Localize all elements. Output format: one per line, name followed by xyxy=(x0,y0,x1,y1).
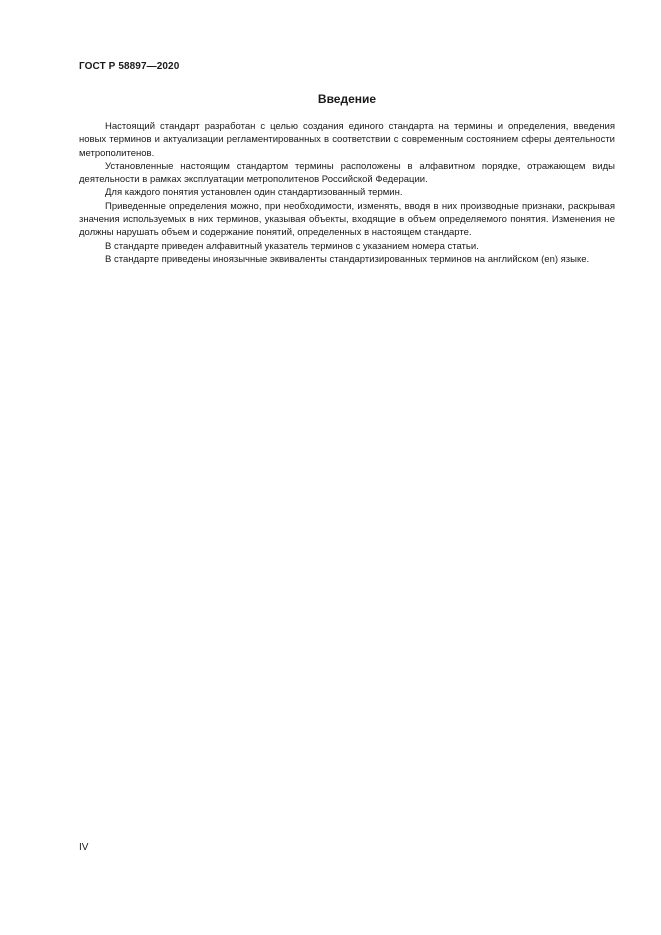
paragraph: Установленные настоящим стандартом термины расположены в алфавитном порядке, отражающем виды деятельности в рамках эксплуатации метрополитенов Российской Федерации. xyxy=(79,160,615,186)
page-number: IV xyxy=(79,842,89,853)
paragraph: В стандарте приведены иноязычные эквиваленты стандартизированных терминов на английском (en) языке. xyxy=(105,253,590,265)
section-title: Введение xyxy=(317,92,377,106)
paragraph: Приведенные определения можно, при необходимости, изменять, вводя в них производные признаки, раскрывая значения используемых в них терминов, указывая объекты, входящие в объем определяемого понятия. Изменения не должны нарушать объем и содержание понятий, определенных в настоящем стандарте. xyxy=(79,200,615,239)
section-body xyxy=(79,120,615,266)
paragraph: В стандарте приведен алфавитный указатель терминов с указанием номера статьи. xyxy=(105,240,479,252)
document-code: ГОСТ Р 58897—2020 xyxy=(79,61,180,72)
paragraph: Настоящий стандарт разработан с целью создания единого стандарта на термины и определения, введения новых терминов и актуализации регламентированных в соответствии с современным состоянием сферы деятельности метрополитенов. xyxy=(79,121,615,159)
paragraph: Для каждого понятия установлен один стандартизованный термин. xyxy=(105,187,403,199)
